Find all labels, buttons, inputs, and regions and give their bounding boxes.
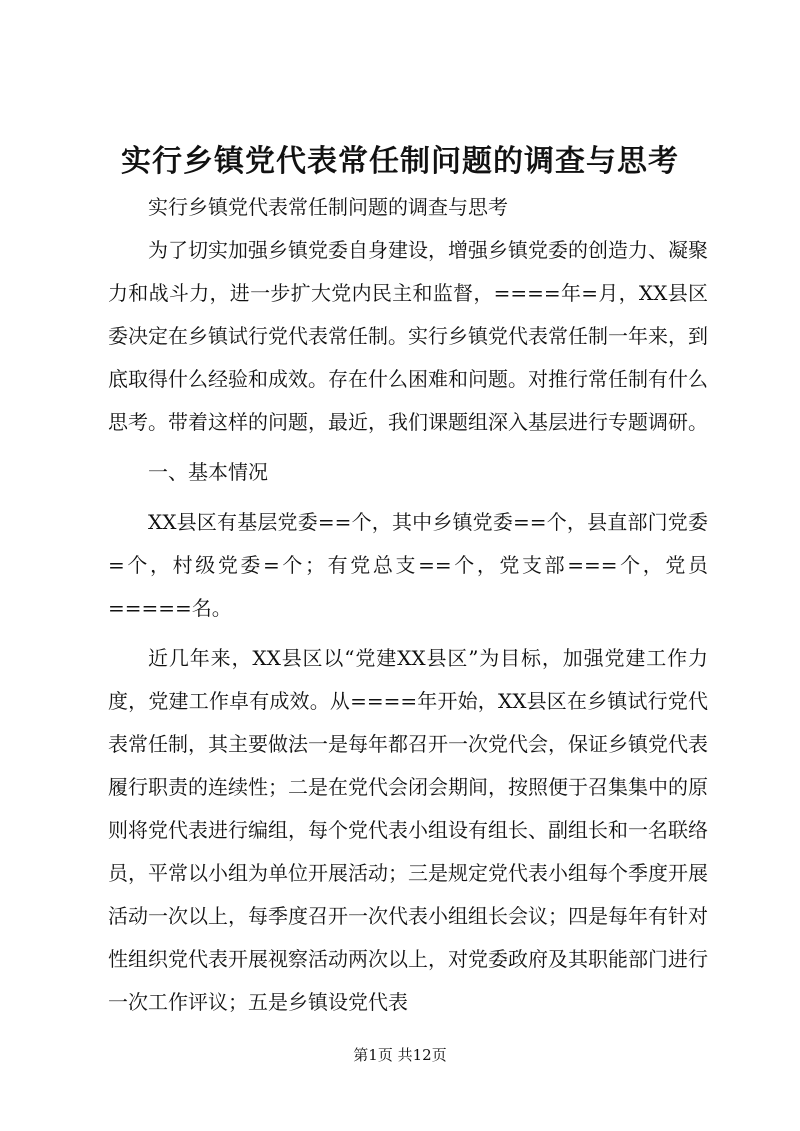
paragraph-intro: 为了切实加强乡镇党委自身建设，增强乡镇党委的创造力、凝聚力和战斗力，进一步扩大党内民主和监督，====年=月，XX县区委决定在乡镇试行党代表常任制。实行乡镇党代表常任制一年来，到底取得什么经验和成效。存在什么困难和问题。对推行常任制有什么思考。带着这样的问题，最近，我们课题组深入基层进行专题调研。 bbox=[108, 238, 708, 434]
document-title: 实行乡镇党代表常任制问题的调查与思考 bbox=[121, 144, 679, 179]
paragraph-practices: 近几年来，XX县区以“党建XX县区”为目标，加强党建工作力度，党建工作卓有成效。从====年开始，XX县区在乡镇试行党代表常任制，其主要做法一是每年都召开一次党代会，保证乡镇党代表履行职责的连续性；二是在党代会闭会期间，按照便于召集集中的原则将党代表进行编组，每个党代表小组设有组长、副组长和一名联络员，平常以小组为单位开展活动；三是规定党代表小组每个季度开展活动一次以上，每季度召开一次代表小组组长会议；四是每年有针对性组织党代表开展视察活动两次以上，对党委政府及其职能部门进行一次工作评议；五是乡镇设党代表 bbox=[108, 646, 708, 1014]
section-heading-basic-situation: 一、基本情况 bbox=[148, 460, 268, 484]
page-number-footer: 第1页 共12页 bbox=[353, 1046, 447, 1064]
paragraph-subtitle: 实行乡镇党代表常任制问题的调查与思考 bbox=[148, 195, 508, 219]
paragraph-party-stats: XX县区有基层党委==个，其中乡镇党委==个，县直部门党委=个，村级党委=个；有党总支==个，党支部===个，党员=====名。 bbox=[108, 510, 708, 620]
document-body bbox=[108, 186, 708, 1024]
